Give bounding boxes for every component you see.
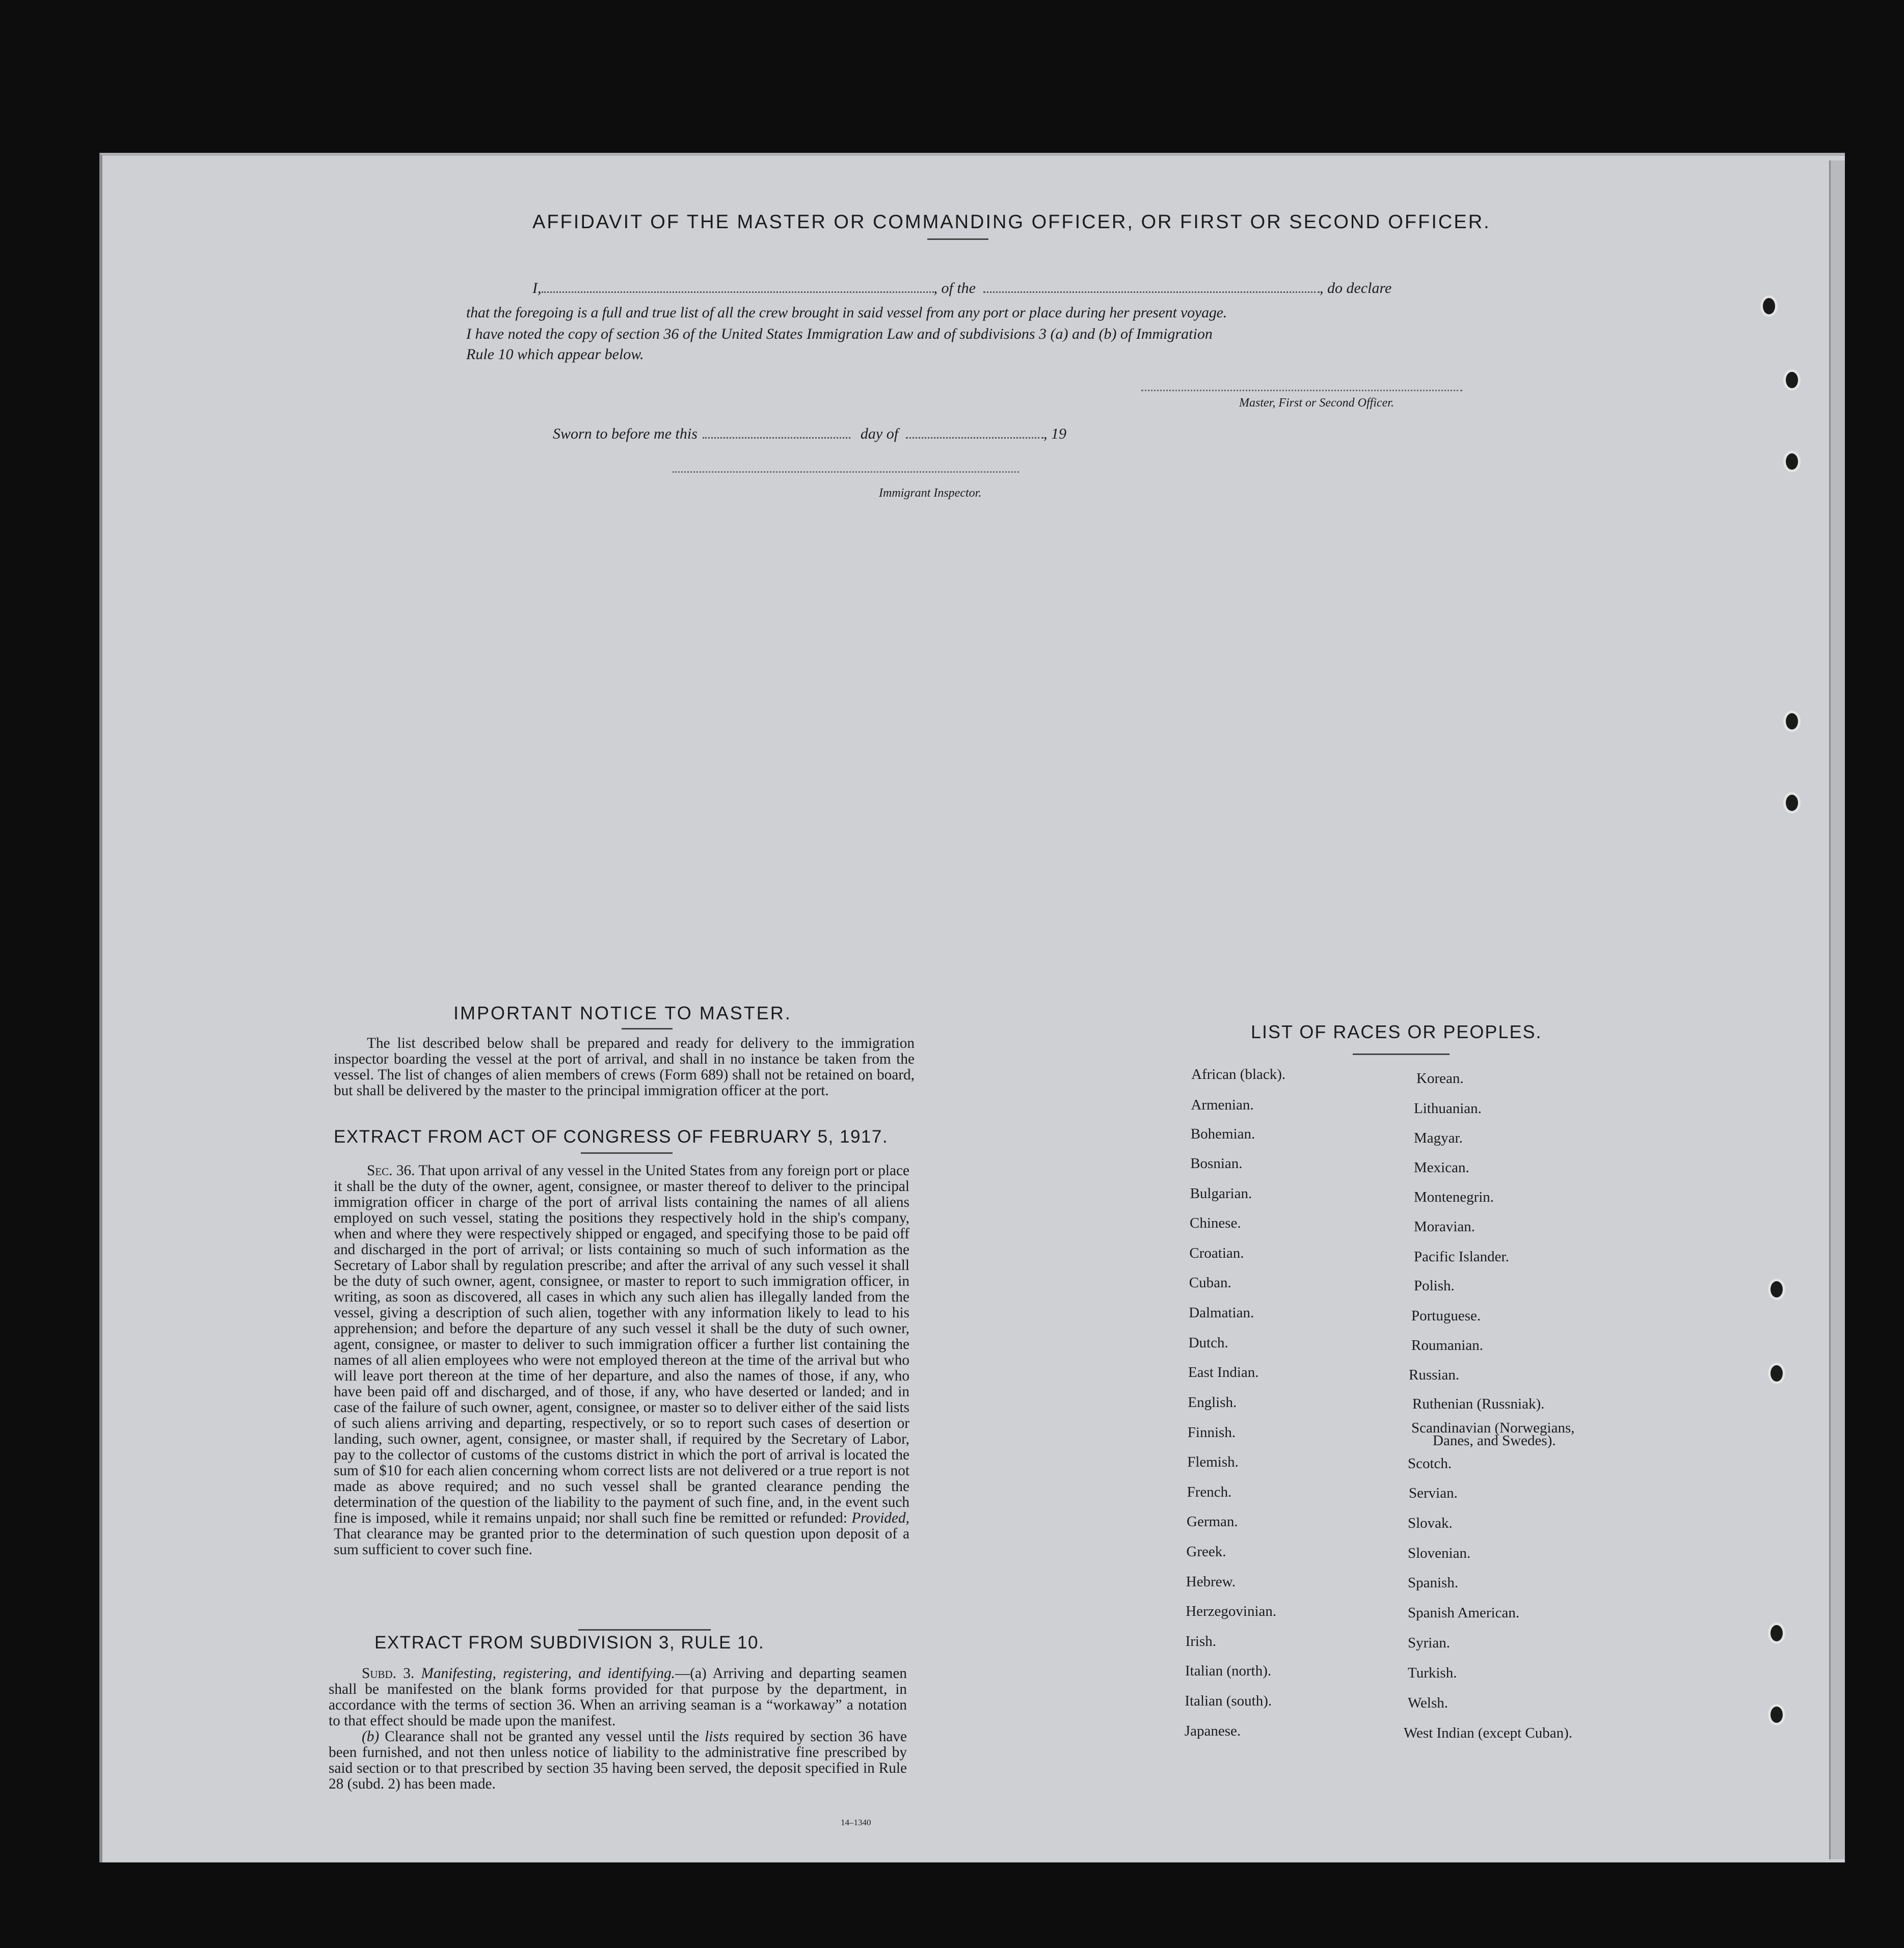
- sworn-label: Sworn to before me this: [553, 425, 698, 442]
- section-36-body: That upon arrival of any vessel in the United States from any foreign port or place it shall be the duty of the owner, agent, consignee, or master thereof to deliver to the principal immigration officer in charge of the port of arrival lists containing the names of all aliens employed on such vessel, stating the positions they respectively hold in the ship's company, when and where they were respectively shipped or engaged, and specifying those to be paid off and discharged in the port of arrival; or lists containing so much of such information as the Secretary of Labor shall by regulation prescribe; and after the arrival of any such vessel it shall be the duty of such owner, agent, consignee, or master to report to such immigration officer, in writing, as soon as discovered, all cases in which any such alien has illegally landed from the vessel, giving a description of such alien, together with any information likely to lead to his apprehension; and before the departure of any such vessel it shall be the duty of such owner, agent, consignee, or master to deliver to such immigration officer a further list containing the names of all alien employees who were not employed thereon at the time of the arrival but who will leave port thereon at the time of her departure, and also the names of those, if any, who have been paid off and discharged, and of those, if any, who have deserted or landed; and in case of the failure of such owner, agent, consignee, or master so to deliver either of the said lists of such aliens arriving and departing, respectively, or so to report such cases of desertion or landing, such owner, agent, consignee, or master shall, if required by the Secretary of Labor, pay to the collector of customs of the customs district in which the port of arrival is located the sum of $10 for each alien concerning whom correct lists are not delivered or a true report is not made as above required; and no such vessel shall be granted clearance pending the determination of the question of the liability to the payment of such fine, and, in the event such fine is imposed, while it remains unpaid; nor shall such fine be remitted or refunded:: [334, 1162, 909, 1526]
- race-item: Servian.: [1409, 1485, 1458, 1501]
- do-declare-label: , do declare: [1320, 280, 1392, 296]
- binder-hole-1: [1760, 295, 1778, 317]
- race-item: Croatian.: [1189, 1245, 1244, 1261]
- race-item: Magyar.: [1414, 1130, 1463, 1146]
- race-item: Portuguese.: [1411, 1308, 1481, 1324]
- affidavit-line-4: Rule 10 which appear below.: [466, 346, 644, 363]
- race-item: French.: [1187, 1484, 1232, 1500]
- race-item: Spanish.: [1408, 1575, 1459, 1591]
- race-item: Japanese.: [1184, 1723, 1241, 1739]
- form-number: 14–1340: [841, 1818, 871, 1827]
- affidavit-i-label: I,: [532, 280, 542, 296]
- binder-hole-7: [1768, 1363, 1785, 1384]
- subd-b-lists: lists: [705, 1728, 729, 1745]
- race-item: Ruthenian (Russniak).: [1412, 1396, 1545, 1412]
- race-item: Spanish American.: [1408, 1605, 1520, 1621]
- race-item: Scandinavian (Norwegians,: [1411, 1420, 1575, 1436]
- race-scandinavian-continued: Danes, and Swedes).: [1433, 1432, 1556, 1449]
- race-item: English.: [1188, 1394, 1237, 1411]
- affidavit-line-2: that the foregoing is a full and true list of all the crew brought in said vessel from any port or place during her present voyage.: [466, 304, 1227, 321]
- sworn-month-blank[interactable]: [906, 427, 1043, 439]
- subd-b-text-1: Clearance shall not be granted any vessel until the: [385, 1728, 700, 1745]
- affidavit-line-1: [466, 275, 1465, 301]
- race-item: Herzegovinian.: [1186, 1603, 1277, 1619]
- extract-rule-title: EXTRACT FROM SUBDIVISION 3, RULE 10.: [374, 1633, 765, 1653]
- sworn-day-blank[interactable]: [703, 427, 850, 439]
- master-signature-line[interactable]: [1141, 390, 1462, 391]
- extract-act-underline: [581, 1152, 673, 1154]
- race-item: Welsh.: [1408, 1695, 1449, 1711]
- subd-label: Subd. 3.: [362, 1665, 415, 1682]
- race-item: Roumanian.: [1411, 1337, 1483, 1354]
- sworn-line: [553, 421, 1164, 447]
- race-item: Bosnian.: [1190, 1155, 1243, 1172]
- race-item: Syrian.: [1408, 1635, 1450, 1651]
- race-item: German.: [1187, 1513, 1238, 1530]
- race-item: Bulgarian.: [1190, 1185, 1252, 1202]
- race-item: Dutch.: [1188, 1335, 1228, 1351]
- subd-a-label: (a): [690, 1665, 707, 1682]
- race-item: Dalmatian.: [1189, 1305, 1254, 1321]
- subd-title: Manifesting, registering, and identifying.: [421, 1665, 675, 1682]
- subd-b-text-2: required by section 36 have been furnished, and not then unless notice of liability to the administrative fine prescribed by said section or to that prescribed by section 35 having been served, the deposit specified in Rule 28 (subd. 2) has been made.: [329, 1728, 907, 1792]
- binder-hole-2: [1783, 369, 1801, 391]
- sheet-edge: [1829, 160, 1845, 1859]
- of-the-label: , of the: [933, 280, 976, 296]
- races-title: LIST OF RACES OR PEOPLES.: [1251, 1021, 1542, 1042]
- race-item: Bohemian.: [1190, 1126, 1255, 1142]
- race-item: Italian (south).: [1185, 1693, 1272, 1709]
- subdivision-3-para-a: Subd. 3. Manifesting, registering, and identifying.—(a) Arriving and departing seamen shall be manifested on the blank forms provided for that purpose by the department, in accordance with the terms of section 36. When an arriving seaman is a “workaway” a notation to that effect should be made upon the manifest.: [329, 1665, 907, 1729]
- inspector-signature-line[interactable]: [673, 471, 1019, 473]
- year-prefix: , 19: [1043, 425, 1067, 442]
- race-item: Armenian.: [1191, 1097, 1254, 1113]
- race-item: Chinese.: [1190, 1215, 1241, 1231]
- affidavit-title-underline: [927, 238, 988, 240]
- binder-hole-3: [1783, 451, 1801, 472]
- notice-text: [334, 1036, 915, 1099]
- section-36-label: Sec. 36.: [367, 1162, 415, 1179]
- race-item: Slovak.: [1408, 1515, 1453, 1531]
- race-item: Flemish.: [1187, 1454, 1239, 1470]
- race-item: Korean.: [1416, 1070, 1464, 1087]
- subd-a-text: Arriving and departing seamen shall be manifested on the blank forms provided for that purpose by the department, in accordance with the terms of section 36. When an arriving seaman is a “workaway” a notation to that effect should be made upon the manifest.: [329, 1665, 907, 1729]
- binder-hole-4: [1783, 711, 1801, 732]
- race-item: Polish.: [1414, 1278, 1455, 1294]
- day-of-label: day of: [860, 425, 899, 442]
- notice-title: IMPORTANT NOTICE TO MASTER.: [453, 1003, 792, 1023]
- races-title-underline: [1353, 1053, 1450, 1055]
- race-item: Scotch.: [1408, 1455, 1452, 1472]
- extract-rule-overline: [578, 1629, 711, 1631]
- section-36-end: That clearance may be granted prior to the determination of such question upon deposit of a sum sufficient to cover such fine.: [334, 1526, 909, 1558]
- subd-b-label: (b): [362, 1728, 380, 1745]
- section-36-text: [334, 1163, 909, 1558]
- race-item: Cuban.: [1189, 1275, 1231, 1291]
- binder-hole-6: [1768, 1279, 1785, 1300]
- binder-hole-5: [1783, 792, 1801, 814]
- race-item: Pacific Islander.: [1414, 1249, 1509, 1265]
- race-item: African (black).: [1191, 1066, 1286, 1083]
- binder-hole-9: [1768, 1704, 1785, 1725]
- race-item: Russian.: [1409, 1367, 1460, 1383]
- master-caption: Master, First or Second Officer.: [1239, 396, 1394, 410]
- notice-title-underline: [622, 1028, 673, 1030]
- race-item: Lithuanian.: [1414, 1100, 1482, 1117]
- extract-act-title: EXTRACT FROM ACT OF CONGRESS OF FEBRUARY 5, 1917.: [334, 1127, 889, 1147]
- race-item: Montenegrin.: [1414, 1189, 1494, 1205]
- subdivision-3-text: [329, 1666, 907, 1792]
- race-item: Greek.: [1186, 1544, 1226, 1560]
- race-item: East Indian.: [1188, 1364, 1259, 1381]
- subdivision-3-para-b: [329, 1729, 907, 1792]
- race-item: Turkish.: [1408, 1665, 1457, 1681]
- race-item: Mexican.: [1414, 1159, 1469, 1176]
- race-item: West Indian (except Cuban).: [1404, 1725, 1573, 1741]
- race-item: Finnish.: [1187, 1424, 1236, 1441]
- provided-word: Provided,: [851, 1510, 909, 1526]
- race-item: Hebrew.: [1186, 1574, 1236, 1590]
- affidavit-title: AFFIDAVIT OF THE MASTER OR COMMANDING OFFICER, OR FIRST OR SECOND OFFICER.: [532, 211, 1491, 233]
- name-blank[interactable]: [542, 281, 934, 293]
- race-item: Irish.: [1185, 1633, 1217, 1649]
- inspector-caption: Immigrant Inspector.: [879, 486, 982, 500]
- affidavit-line-3: I have noted the copy of section 36 of the United States Immigration Law and of subdivisions 3 (a) and (b) of Immigration: [466, 326, 1213, 342]
- vessel-blank[interactable]: [983, 281, 1320, 293]
- race-item: Slovenian.: [1408, 1545, 1471, 1561]
- binder-hole-8: [1768, 1622, 1785, 1644]
- notice-body: The list described below shall be prepared and ready for delivery to the immigration inspector boarding the vessel at the port of arrival, and shall in no instance be taken from the vessel. The list of changes of alien members of crews (Form 689) shall not be retained on board, but shall be delivered by the master to the principal immigration officer at the port.: [334, 1035, 915, 1099]
- race-item: Moravian.: [1414, 1219, 1475, 1235]
- race-item: Italian (north).: [1185, 1663, 1272, 1679]
- document-sheet: [99, 153, 1845, 1862]
